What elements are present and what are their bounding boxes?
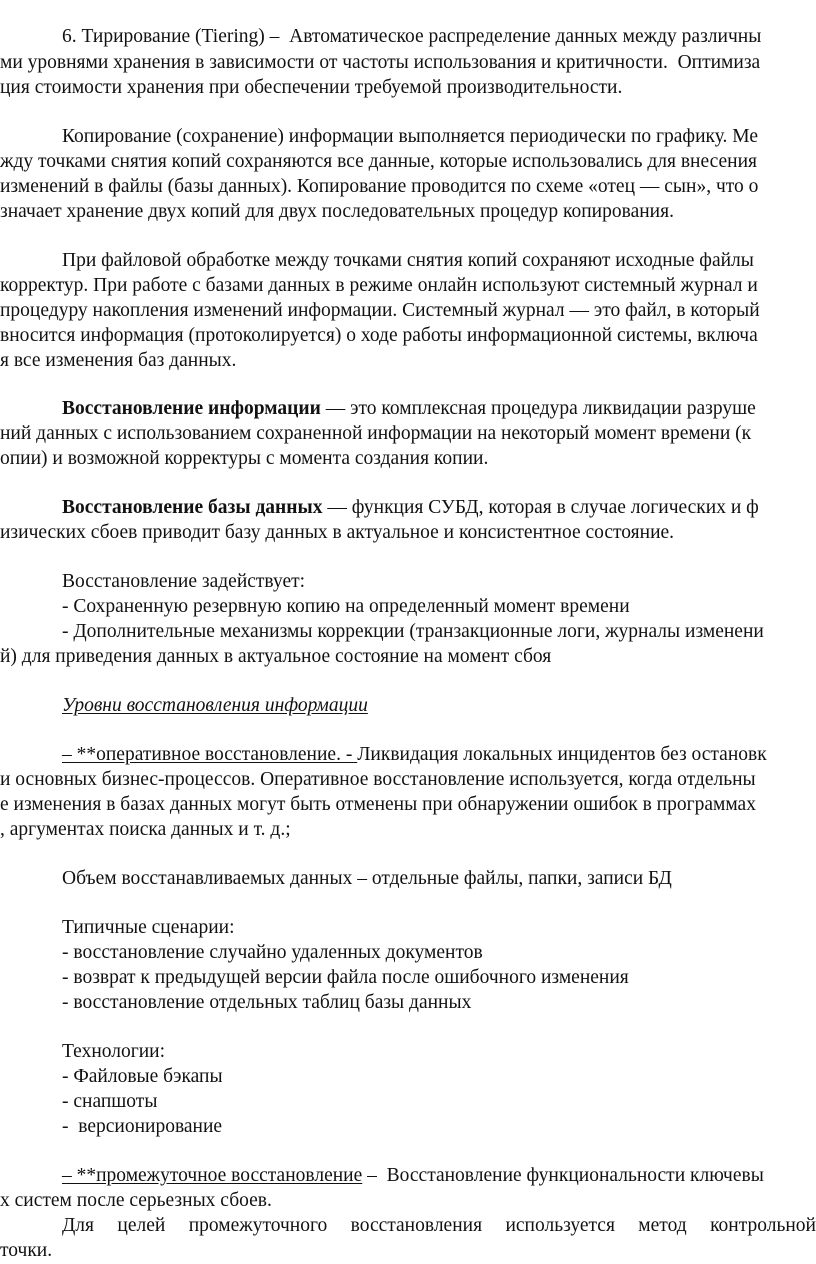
technologies-item-1: - Файловые бэкапы xyxy=(62,1066,223,1087)
intermediate-line-1 xyxy=(62,1163,764,1189)
recovery-info-term: Восстановление информации xyxy=(62,398,321,419)
scenarios-item-2: - возврат к предыдущей версии файла после ошибочного изменения xyxy=(62,967,629,988)
heading-levels: Уровни восстановления информации xyxy=(62,695,368,716)
heading-levels-row xyxy=(62,693,368,719)
recovery-info-line-1-rest: — это комплексная процедура ликвидации разруше xyxy=(320,398,756,419)
recovery-db-line-2: изических сбоев приводит базу данных в актуальное и консистентное состояние. xyxy=(0,522,675,543)
involves-item-2-cont: й) для приведения данных в актуальное состояние на момент сбоя xyxy=(0,646,552,667)
recovery-info-line-1 xyxy=(62,396,756,422)
operational-line-1 xyxy=(62,742,767,768)
copying-line-2: жду точками снятия копий сохраняются все данные, которые использовались для внесения xyxy=(0,151,758,172)
copying-line-3: изменений в файлы (базы данных). Копирование проводится по схеме «отец — сын», что о xyxy=(0,176,759,197)
tiering-line-3: ция стоимости хранения при обеспечении требуемой производительности. xyxy=(0,77,623,98)
tiering-line-1: 6. Тирирование (Tiering) – Автоматическое распределение данных между различны xyxy=(62,26,762,47)
intermediate-line-1-rest: – Восстановление функциональности ключевы xyxy=(362,1165,764,1186)
intermediate-term: – **промежуточное восстановление xyxy=(62,1165,363,1186)
recovery-db-line-1 xyxy=(62,495,759,521)
technologies-title: Технологии: xyxy=(62,1041,166,1062)
technologies-item-2: - снапшоты xyxy=(62,1091,158,1112)
operational-term: – **оперативное восстановление. - xyxy=(62,744,358,765)
copying-line-1: Копирование (сохранение) информации выполняется периодически по графику. Ме xyxy=(62,126,758,147)
scenarios-item-3: - восстановление отдельных таблиц базы данных xyxy=(62,992,472,1013)
volume-line: Объем восстанавливаемых данных – отдельные файлы, папки, записи БД xyxy=(62,868,672,889)
files-line-5: я все изменения баз данных. xyxy=(0,350,237,371)
recovery-info-line-2: ний данных с использованием сохраненной информации на некоторый момент времени (к xyxy=(0,423,752,444)
intermediate-line-3: Для целей промежуточного восстановления используется метод контрольной xyxy=(62,1215,816,1236)
scenarios-item-1: - восстановление случайно удаленных документов xyxy=(62,942,483,963)
involves-title: Восстановление задействует: xyxy=(62,571,306,592)
tiering-line-2: ми уровнями хранения в зависимости от частоты использования и критичности. Оптимиза xyxy=(0,52,761,73)
files-line-2: корректур. При работе с базами данных в режиме онлайн используют системный журнал и xyxy=(0,275,758,296)
files-line-4: вносится информация (протоколируется) о ходе работы информационной системы, включа xyxy=(0,325,758,346)
involves-item-1: - Сохраненную резервную копию на определенный момент времени xyxy=(62,596,630,617)
intermediate-line-4: точки. xyxy=(0,1240,53,1261)
recovery-info-line-3: опии) и возможной корректуры с момента создания копии. xyxy=(0,448,489,469)
operational-line-3: е изменения в базах данных могут быть отменены при обнаружении ошибок в программах xyxy=(0,794,756,815)
files-line-1: При файловой обработке между точками снятия копий сохраняют исходные файлы xyxy=(62,250,754,271)
involves-item-2: - Дополнительные механизмы коррекции (транзакционные логи, журналы изменени xyxy=(62,621,764,642)
intermediate-line-2: х систем после серьезных сбоев. xyxy=(0,1190,272,1211)
operational-line-1-rest: Ликвидация локальных инцидентов без остановк xyxy=(357,744,767,765)
copying-line-4: значает хранение двух копий для двух последовательных процедур копирования. xyxy=(0,201,674,222)
recovery-db-term: Восстановление базы данных xyxy=(62,497,323,518)
files-line-3: процедуру накопления изменений информации. Системный журнал — это файл, в который xyxy=(0,300,760,321)
operational-line-2: и основных бизнес-процессов. Оперативное восстановление используется, когда отдельны xyxy=(0,769,756,790)
recovery-db-line-1-rest: — функция СУБД, которая в случае логических и ф xyxy=(322,497,759,518)
scenarios-title: Типичные сценарии: xyxy=(62,917,235,938)
operational-line-4: , аргументах поиска данных и т. д.; xyxy=(0,819,291,840)
technologies-item-3: - версионирование xyxy=(62,1116,223,1137)
